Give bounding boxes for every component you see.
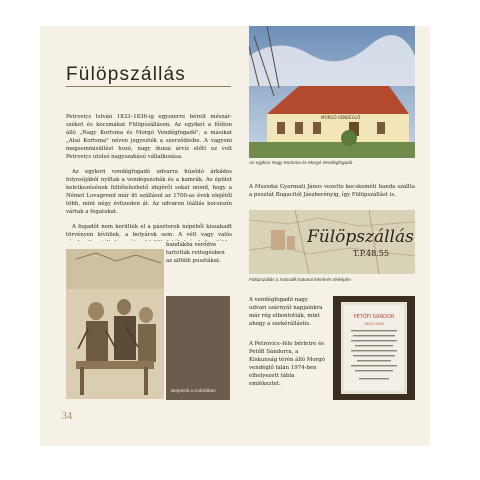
paragraph-3-continued: bandákba verődve tartották rettegésben az alföldi pusztákat.: [166, 242, 225, 264]
page-number: 34: [62, 411, 72, 422]
right-paragraph-3: A Petrovics–féle bérletre és Petőfi Sándorra, a Kiskunság térén álló Morgó vendéglő falán 1974-ben elhelyezett tábla emlékeztet.: [249, 341, 325, 387]
inn-photo-caption: Az egykori Nagy Kortsma és Morgó Vendégfogadó: [249, 160, 353, 165]
military-survey-map: [249, 210, 415, 274]
plaque-photo: [333, 296, 415, 400]
building-sign: MORGÓ VENDÉGLŐ: [321, 115, 361, 120]
right-paragraph-2: A vendégfogadó nagy udvari szárnyát napjainkra már rég elbontották, mint ahogy a szekérállástis.: [249, 297, 323, 327]
map-town-label: Fülöpszállás: [307, 227, 414, 247]
inn-building-image: [249, 26, 415, 158]
paragraph-3a: [66, 223, 232, 241]
bandits-caption-box: [166, 296, 230, 400]
inn-photo: [249, 26, 415, 158]
memorial-plaque-image: [333, 296, 415, 400]
page-title: Fülöpszállás: [66, 64, 187, 85]
map-caption: Fülöpszállás a második katonai felmérés térképén: [249, 277, 351, 282]
plaque-years: 1823–1849: [364, 322, 384, 326]
bandits-drawing: [66, 249, 164, 399]
paragraph-2: Az egykori vendégfogadó udvarra húzódó árkádos folyosójából nyíltak a vendégszobák és a kamrák. Az épület keletkezésének feltételezhető idejéről sokat mond, hogy a Német Lovagrend már itt szállásol az 1700-as évek elejétől több, mint négy évtizeden át. Az udvaron lóállás kocsiszín vártak a fogatokat.: [66, 169, 232, 215]
map-image: [249, 210, 415, 274]
title-rule: [66, 86, 231, 87]
bandits-caption: Betyárok a csárdában: [171, 388, 216, 393]
map-sublabel: T.P.48.55: [353, 249, 389, 258]
paragraph-1: Petrovics István 1833–1836-ig egyszerre bérelt mészár-széket és kocsmákat Fülöpszálláson. Az egyiket a főúton álló „Nagy Kortsma és Morgó Vendégfogadó", a másikat „Alsó Kortsma" néven jegyezték a szerződésbe. A vagyoni megsemmisüllést hozó, nagy dunai árvíz előtt ez volt Petrovics utolsó nagyszabású vállalkozása.: [66, 114, 232, 160]
plaque-name: PETŐFI SÁNDOR: [353, 314, 395, 320]
paragraph-3: A fogadót nem kerülték el a pásztorok népéből kiszakadt törvényen kívüliek, a betyárok sem. A vélt vagy valós: [66, 224, 232, 238]
bandits-illustration: [66, 249, 164, 399]
right-paragraph-1: A Muzsdai Gyarmati János vezette kecskeméti banda szállta a pusztát Bugacitól Jászberényig, így Fülöpszállást is.: [249, 184, 415, 198]
